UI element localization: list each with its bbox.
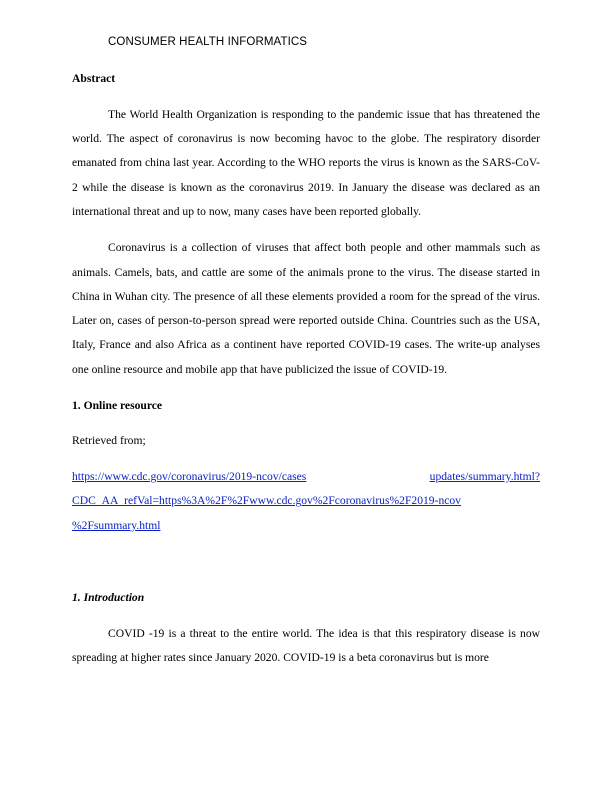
introduction-heading: 1. Introduction <box>72 591 145 605</box>
cdc-link-line-1-part-1[interactable]: https://www.cdc.gov/coronavirus/2019-ncov/cases <box>72 470 307 484</box>
cdc-link-line-3[interactable]: %2Fsummary.html <box>72 518 161 532</box>
cdc-resource-link[interactable] <box>72 465 540 538</box>
cdc-link-line-1[interactable] <box>72 465 540 489</box>
introduction-paragraph-1: COVID -19 is a threat to the entire world. The idea is that this respiratory disease is now spreading at higher rates since January 2020. COVID-19 is a beta coronavirus but is more <box>72 626 540 665</box>
abstract-paragraph-2: Coronavirus is a collection of viruses that affect both people and other mammals such as animals. Camels, bats, and cattle are some of the animals prone to the virus. The disease started in China in Wuhan city. The presence of all these elements provided a room for the spread of the virus. Later on, cases of person-to-person spread were reported outside China. Countries such as the USA, Italy, France and also Africa as a continent have reported COVID-19 cases. The write-up analyses one online resource and mobile app that have publicized the issue of COVID-19. <box>72 241 540 376</box>
online-resource-heading: 1. Online resource <box>72 398 163 412</box>
abstract-paragraph-1: The World Health Organization is responding to the pandemic issue that has threatened the world. The aspect of coronavirus is now becoming havoc to the globe. The respiratory disorder emanated from china last year. According to the WHO reports the virus is known as the SARS-CoV-2 while the disease is known as the coronavirus 2019. In January the disease was declared as an international threat and up to now, many cases have been reported globally. <box>72 107 540 218</box>
abstract-heading: Abstract <box>72 72 116 85</box>
cdc-link-line-1-part-2[interactable]: updates/summary.html? <box>429 470 540 484</box>
retrieved-from-label: Retrieved from; <box>72 434 146 448</box>
document-body <box>72 67 540 670</box>
cdc-link-line-2[interactable]: CDC_AA_refVal=https%3A%2F%2Fwww.cdc.gov%2Fcoronavirus%2F2019-ncov <box>72 494 461 508</box>
running-head: CONSUMER HEALTH INFORMATICS <box>108 36 308 48</box>
